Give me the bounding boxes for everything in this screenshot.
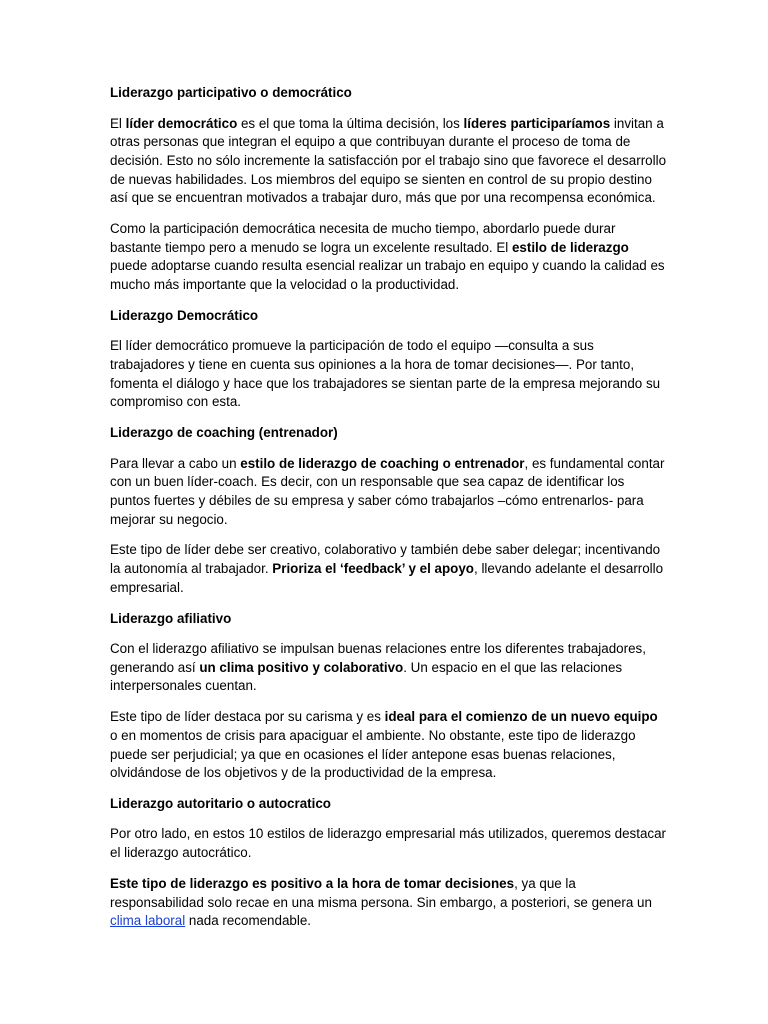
paragraph (110, 640, 668, 696)
paragraph (110, 455, 668, 530)
text-run: invitan a otras personas que integran el equipo a que contribuyan durante el proceso de toma de decisión. Esto no sólo incremente la satisfacción por el trabajo sino que favorece el desarrollo de nuevas habilidades. Los miembros del equipo se sienten en control de su propio destino así que se encuentran motivados a trabajar duro, más que por una recompensa económica. (110, 115, 667, 206)
text-run: El (110, 115, 126, 131)
paragraph (110, 115, 668, 209)
paragraph (110, 708, 668, 783)
text-run: Como la participación democrática necesita de mucho tiempo, abordarlo puede durar bastante tiempo pero a menudo se logra un excelente resultado. El (110, 221, 616, 255)
bold-text: un clima positivo y colaborativo (199, 659, 404, 675)
section-heading: Liderazgo de coaching (entrenador) (110, 425, 338, 441)
section-heading: Liderazgo autoritario o autocratico (110, 795, 331, 811)
text-run: puede adoptarse cuando resulta esencial realizar un trabajo en equipo y cuando la calidad es mucho más importante que la velocidad o la productividad. (110, 258, 665, 293)
bold-text: líder democrático (125, 115, 238, 131)
text-run: El líder democrático promueve la participación de todo el equipo —consulta a sus trabajadores y tiene en cuenta sus opiniones a la hora de tomar decisiones—. Por tanto, fomenta el diálogo y hace que los trabajadores se sientan parte de la empresa mejorando su compromiso con esta. (110, 338, 661, 410)
bold-text: ideal para el comienzo de un nuevo equipo (384, 709, 658, 725)
section-heading: Liderazgo participativo o democrático (110, 85, 352, 100)
inline-link[interactable]: clima laboral (110, 913, 186, 929)
text-run: Este tipo de líder debe ser creativo, colaborativo y también debe saber delegar; incentivando la autonomía al trabajador. (110, 542, 661, 577)
bold-text: Este tipo de liderazgo es positivo a la hora de tomar decisiones (110, 875, 515, 891)
text-run: nada recomendable. (185, 913, 311, 929)
bold-text: estilo de liderazgo de coaching o entrenador (240, 455, 525, 471)
text-run: es el que toma la última decisión, los (237, 115, 464, 131)
paragraph (110, 337, 668, 412)
bold-text: estilo de liderazgo (511, 239, 629, 255)
text-run: , ya que la responsabilidad solo recae en una misma persona. Sin embargo, a posteriori, se genera un (110, 875, 652, 910)
section-heading: Liderazgo afiliativo (110, 610, 232, 626)
text-run: Por otro lado, en estos 10 estilos de liderazgo empresarial más utilizados, queremos destacar el liderazgo autocrático. (110, 826, 666, 861)
bold-text: líderes participaríamos (463, 115, 611, 131)
paragraph (110, 220, 668, 295)
text-run: Este tipo de líder destaca por su carisma y es (110, 709, 385, 725)
bold-text: Prioriza el ‘feedback’ y el apoyo (272, 561, 474, 577)
text-run: . Un espacio en el que las relaciones interpersonales cuentan. (110, 659, 623, 694)
paragraph (110, 825, 668, 862)
text-run: , llevando adelante el desarrollo empresarial. (110, 561, 664, 595)
text-run: o en momentos de crisis para apaciguar el ambiente. No obstante, este tipo de liderazgo puede ser perjudicial; ya que en ocasiones el líder antepone esas buenas relaciones, olvidándose de los objetivos y de la productividad de la empresa. (110, 727, 636, 781)
text-run: , es fundamental contar con un buen líder-coach. Es decir, con un responsable que sea capaz de identificar los puntos fuertes y débiles de su empresa y saber cómo trabajarlos –cómo entrenarlos- para mejorar su negocio. (110, 455, 665, 527)
paragraph (110, 541, 668, 597)
paragraph (110, 875, 668, 931)
section-heading: Liderazgo Democrático (110, 307, 259, 323)
text-run: Para llevar a cabo un (110, 455, 241, 471)
text-run: Con el liderazgo afiliativo se impulsan buenas relaciones entre los diferentes trabajadores, generando así (110, 641, 646, 675)
